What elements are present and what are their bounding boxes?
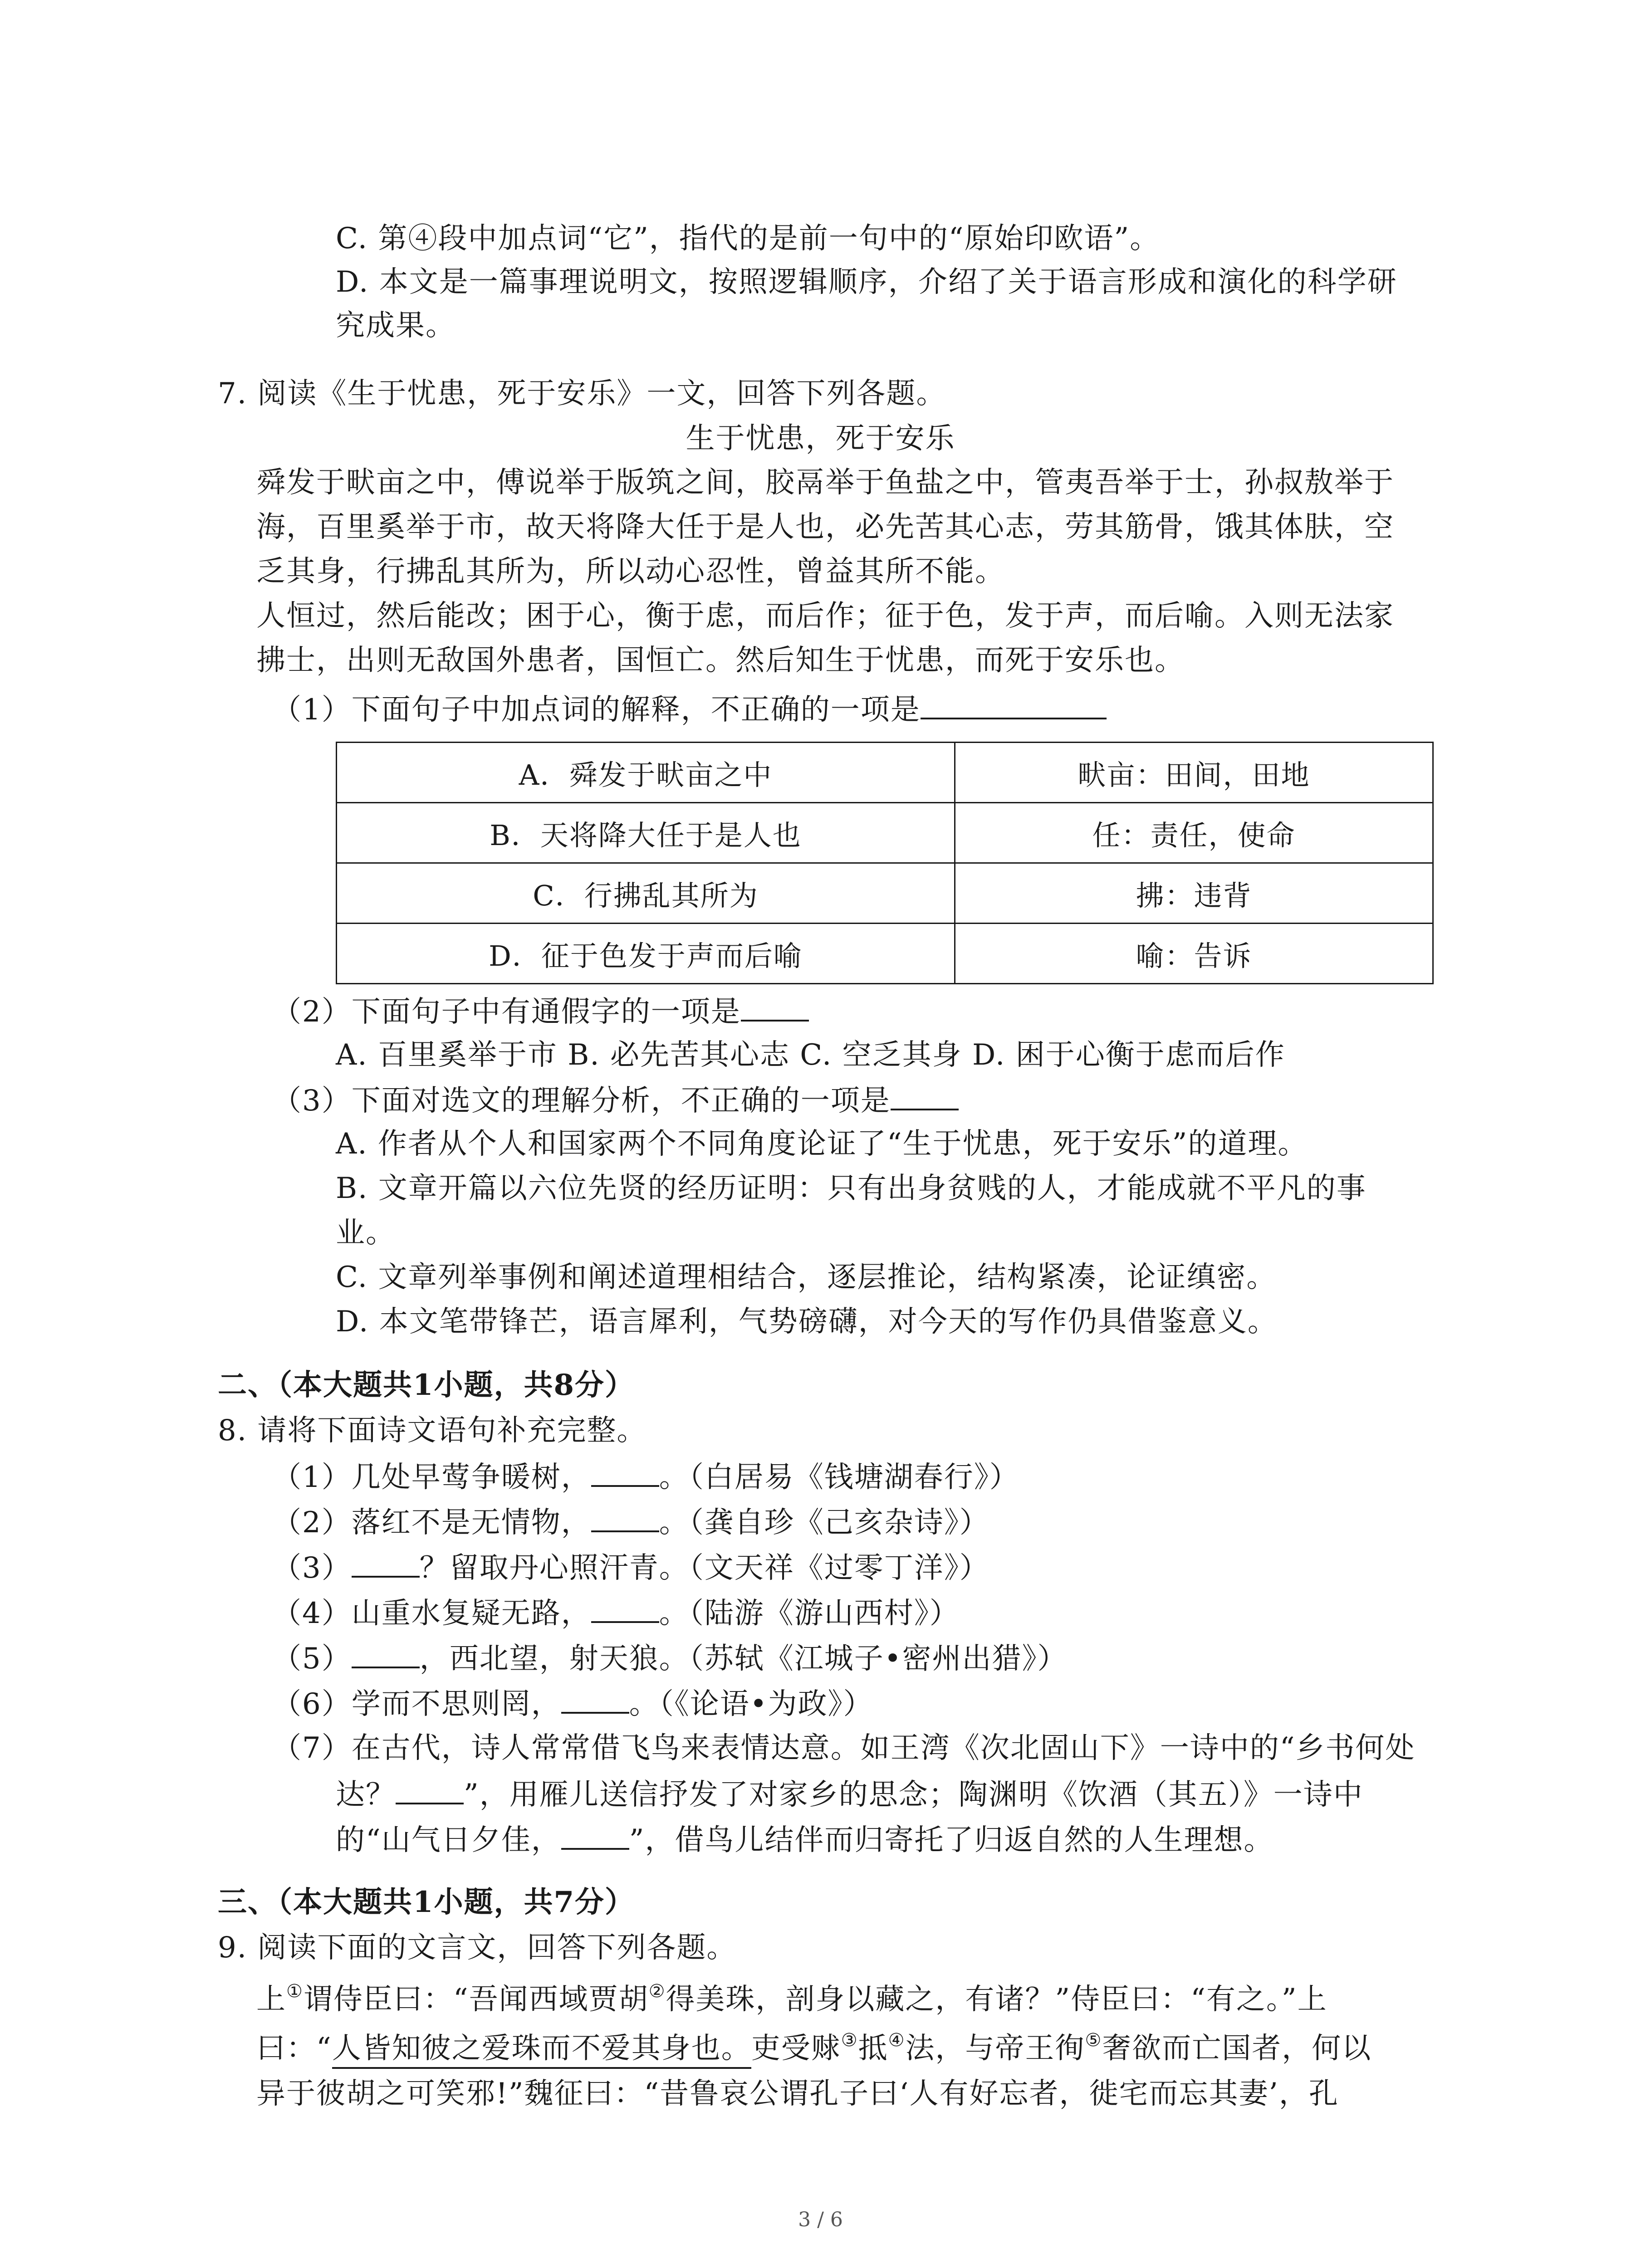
passage-line-4: 人恒过，然后能改；困于心，衡于虑，而后作；征于色，发于声，而后喻。入则无法家 <box>256 599 1394 633</box>
table-cell: C．行拂乱其所为 <box>337 863 955 924</box>
q8-item-4-text: （4）山重水复疑无路， <box>272 1597 591 1630</box>
footnote-marker-5: ⑤ <box>1085 2030 1102 2051</box>
q7-sub3-option-c: C. 文章列举事例和阐述道理相结合，逐层推论，结构紧凑，论证缜密。 <box>336 1261 1277 1294</box>
q9-prompt: 9. 阅读下面的文言文，回答下列各题。 <box>218 1931 737 1965</box>
q7-sub2-answer-blank[interactable] <box>741 996 809 1022</box>
q9-text: 谓侍臣曰：“吾闻西域贾胡 <box>303 1983 649 2016</box>
table-row <box>337 924 1433 984</box>
q8-item-5-number: （5） <box>272 1642 352 1676</box>
table-cell: A．舜发于畎亩之中 <box>337 743 955 803</box>
section-2-heading: 二、（本大题共1小题，共8分） <box>218 1368 635 1402</box>
q8-item-3-text: ？留取丹心照汗青。（文天祥《过零丁洋》） <box>419 1551 989 1585</box>
q9-text: 曰：“ <box>256 2032 332 2065</box>
q9-text: 得美珠，剖身以藏之，有诸？”侍臣曰：“有之。”上 <box>666 1983 1327 2016</box>
q8-item-1-text: （1）几处早莺争暖树， <box>272 1461 591 1494</box>
section-3-heading: 三、（本大题共1小题，共7分） <box>218 1885 635 1919</box>
q8-item-1 <box>272 1461 1019 1492</box>
q9-text: 抵 <box>858 2032 888 2065</box>
table-row <box>337 863 1433 924</box>
q8-item-4-blank[interactable] <box>591 1598 659 1623</box>
q7-sub3-option-a: A. 作者从个人和国家两个不同角度论证了“生于忧患，死于安乐”的道理。 <box>336 1127 1308 1161</box>
table-cell: D．征于色发于声而后喻 <box>337 924 955 984</box>
q8-item-6-text: （6）学而不思则罔， <box>272 1687 561 1721</box>
q8-item-5 <box>272 1642 1068 1676</box>
q6-option-d-line2: 究成果。 <box>336 309 456 342</box>
q7-prompt: 7. 阅读《生于忧患，死于安乐》一文，回答下列各题。 <box>218 377 946 411</box>
passage-line-1: 舜发于畎亩之中，傅说举于版筑之间，胶鬲举于鱼盐之中，管夷吾举于士，孙叔敖举于 <box>256 466 1394 499</box>
q7-sub3-option-b-line2: 业。 <box>336 1216 396 1250</box>
q7-sub2 <box>272 995 809 1029</box>
q8-item-1-blank[interactable] <box>591 1461 659 1487</box>
q9-text: 奢欲而亡国者，何以 <box>1102 2032 1372 2065</box>
footnote-marker-3: ③ <box>841 2030 858 2051</box>
footnote-marker-4: ④ <box>888 2030 906 2051</box>
q8-item-7-line2 <box>336 1778 1363 1812</box>
q8-item-3-number: （3） <box>272 1551 352 1585</box>
q8-item-4-source: 。（陆游《游山西村》） <box>659 1597 960 1630</box>
q8-item-7-blank-1[interactable] <box>396 1779 464 1804</box>
footnote-marker-2: ② <box>648 1981 666 2002</box>
table-row <box>337 803 1433 863</box>
q6-option-d-line1: D. 本文是一篇事理说明文，按照逻辑顺序，介绍了关于语言形成和演化的科学研 <box>336 265 1397 299</box>
q9-text: 法，与帝王徇 <box>905 2032 1085 2065</box>
table-cell: 任：责任，使命 <box>955 803 1433 863</box>
underlined-sentence: 人皆知彼之爱珠而不爱其身也。 <box>332 2032 751 2069</box>
q9-text: 上 <box>256 1983 286 2016</box>
table-row <box>337 743 1433 803</box>
passage-title: 生于忧患，死于安乐 <box>686 422 955 455</box>
vocab-table <box>336 742 1434 984</box>
passage-line-5: 拂士，出则无敌国外患者，国恒亡。然后知生于忧患，而死于安乐也。 <box>256 644 1185 677</box>
q8-item-1-source: 。（白居易《钱塘湖春行》） <box>659 1461 1019 1494</box>
q7-sub3-option-d: D. 本文笔带锋芒，语言犀利，气势磅礴，对今天的写作仍具借鉴意义。 <box>336 1305 1278 1339</box>
table-cell: 拂：违背 <box>955 863 1433 924</box>
q7-sub1 <box>272 693 1107 727</box>
q9-passage-line-2 <box>256 2031 1372 2063</box>
q8-item-6-source: 。（《论语•为政》） <box>629 1687 873 1721</box>
q8-prompt: 8. 请将下面诗文语句补充完整。 <box>218 1414 647 1447</box>
q9-passage-line-3: 异于彼胡之可笑邪!”魏征曰：“昔鲁哀公谓孔子曰‘人有好忘者，徙宅而忘其妻’，孔 <box>256 2077 1339 2111</box>
q6-option-c: C. 第④段中加点词“它”，指代的是前一句中的“原始印欧语”。 <box>336 222 1160 255</box>
q8-item-4 <box>272 1598 960 1628</box>
q8-item-7-text-b: ”，用雁儿送信抒发了对家乡的思念；陶渊明《饮酒（其五）》一诗中 <box>464 1778 1363 1812</box>
q7-sub2-text: （2）下面句子中有通假字的一项是 <box>272 995 741 1029</box>
footnote-marker-1: ① <box>286 1981 304 2002</box>
q7-sub3-option-b-line1: B. 文章开篇以六位先贤的经历证明：只有出身贫贱的人，才能成就不平凡的事 <box>336 1172 1367 1205</box>
q9-text: 吏受赇 <box>751 2032 841 2065</box>
q8-item-3-blank[interactable] <box>352 1552 420 1578</box>
q7-sub3 <box>272 1084 959 1118</box>
page-number: 3 / 6 <box>798 2208 843 2231</box>
q8-item-2 <box>272 1506 989 1540</box>
table-cell: 喻：告诉 <box>955 924 1433 984</box>
q8-item-2-source: 。（龚自珍《己亥杂诗》） <box>659 1506 989 1540</box>
q8-item-7-text-d: ”，借鸟儿结伴而归寄托了归返自然的人生理想。 <box>629 1823 1274 1857</box>
q9-passage-line-1 <box>256 1982 1327 2014</box>
q7-sub3-text: （3）下面对选文的理解分析，不正确的一项是 <box>272 1084 891 1118</box>
q8-item-7-text-a: 达？ <box>336 1778 396 1812</box>
q8-item-7-text-c: 的“山气日夕佳， <box>336 1823 561 1857</box>
table-cell: B．天将降大任于是人也 <box>337 803 955 863</box>
q7-sub1-answer-blank[interactable] <box>921 694 1107 719</box>
q8-item-7-line1: （7）在古代，诗人常常借飞鸟来表情达意。如王湾《次北固山下》一诗中的“乡书何处 <box>272 1731 1416 1765</box>
q8-item-7-line3 <box>336 1824 1274 1855</box>
q8-item-5-blank[interactable] <box>352 1643 420 1668</box>
q8-item-7-blank-2[interactable] <box>561 1824 629 1850</box>
q7-sub2-options: A. 百里奚举于市 B. 必先苦其心志 C. 空乏其身 D. 困于心衡于虑而后作 <box>336 1038 1285 1072</box>
q8-item-6-blank[interactable] <box>561 1688 629 1714</box>
q8-item-2-blank[interactable] <box>591 1507 659 1532</box>
q7-sub1-text: （1）下面句子中加点词的解释，不正确的一项是 <box>272 693 921 727</box>
passage-line-3: 乏其身，行拂乱其所为，所以动心忍性，曾益其所不能。 <box>256 555 1005 588</box>
table-cell: 畎亩：田间，田地 <box>955 743 1433 803</box>
q8-item-2-text: （2）落红不是无情物， <box>272 1506 591 1540</box>
passage-line-2: 海，百里奚举于市，故天将降大任于是人也，必先苦其心志，劳其筋骨，饿其体肤，空 <box>256 510 1394 544</box>
q8-item-3 <box>272 1552 989 1583</box>
q8-item-6 <box>272 1688 873 1719</box>
q8-item-5-text: ，西北望，射天狼。（苏轼《江城子•密州出猎》） <box>419 1642 1068 1676</box>
q7-sub3-answer-blank[interactable] <box>891 1085 959 1110</box>
